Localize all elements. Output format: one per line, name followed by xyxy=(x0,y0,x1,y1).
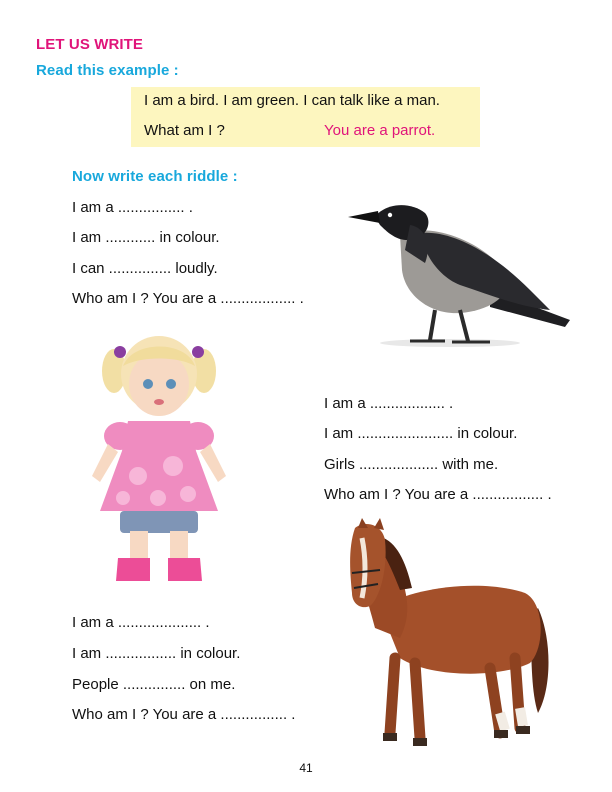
example-answer: You are a parrot. xyxy=(324,122,436,139)
example-heading: Read this example : xyxy=(36,62,179,79)
crow-riddle-line-3[interactable]: I can ............... loudly. xyxy=(72,260,218,277)
horse-image xyxy=(340,518,555,753)
example-line: I am a bird. I am green. I can talk like a man. xyxy=(144,92,440,109)
doll-riddle-line-4[interactable]: Who am I ? You are a ................. . xyxy=(324,486,552,503)
horse-riddle-line-2[interactable]: I am ................. in colour. xyxy=(72,645,241,662)
page-number: 41 xyxy=(299,761,313,775)
example-question: What am I ? xyxy=(144,122,225,139)
doll-riddle-line-2[interactable]: I am ....................... in colour. xyxy=(324,425,518,442)
doll-image xyxy=(78,326,238,588)
crow-riddle-line-4[interactable]: Who am I ? You are a .................. . xyxy=(72,290,304,307)
crow-image xyxy=(340,195,580,350)
riddles-heading: Now write each riddle : xyxy=(72,168,238,185)
crow-riddle-line-2[interactable]: I am ............ in colour. xyxy=(72,229,220,246)
section-title: LET US WRITE xyxy=(36,36,144,53)
doll-riddle-line-3[interactable]: Girls ................... with me. xyxy=(324,456,499,473)
crow-riddle-line-1[interactable]: I am a ................ . xyxy=(72,199,193,216)
doll-riddle-line-1[interactable]: I am a .................. . xyxy=(324,395,454,412)
horse-riddle-line-3[interactable]: People ............... on me. xyxy=(72,676,236,693)
horse-riddle-line-1[interactable]: I am a .................... . xyxy=(72,614,210,631)
horse-riddle-line-4[interactable]: Who am I ? You are a ................ . xyxy=(72,706,296,723)
